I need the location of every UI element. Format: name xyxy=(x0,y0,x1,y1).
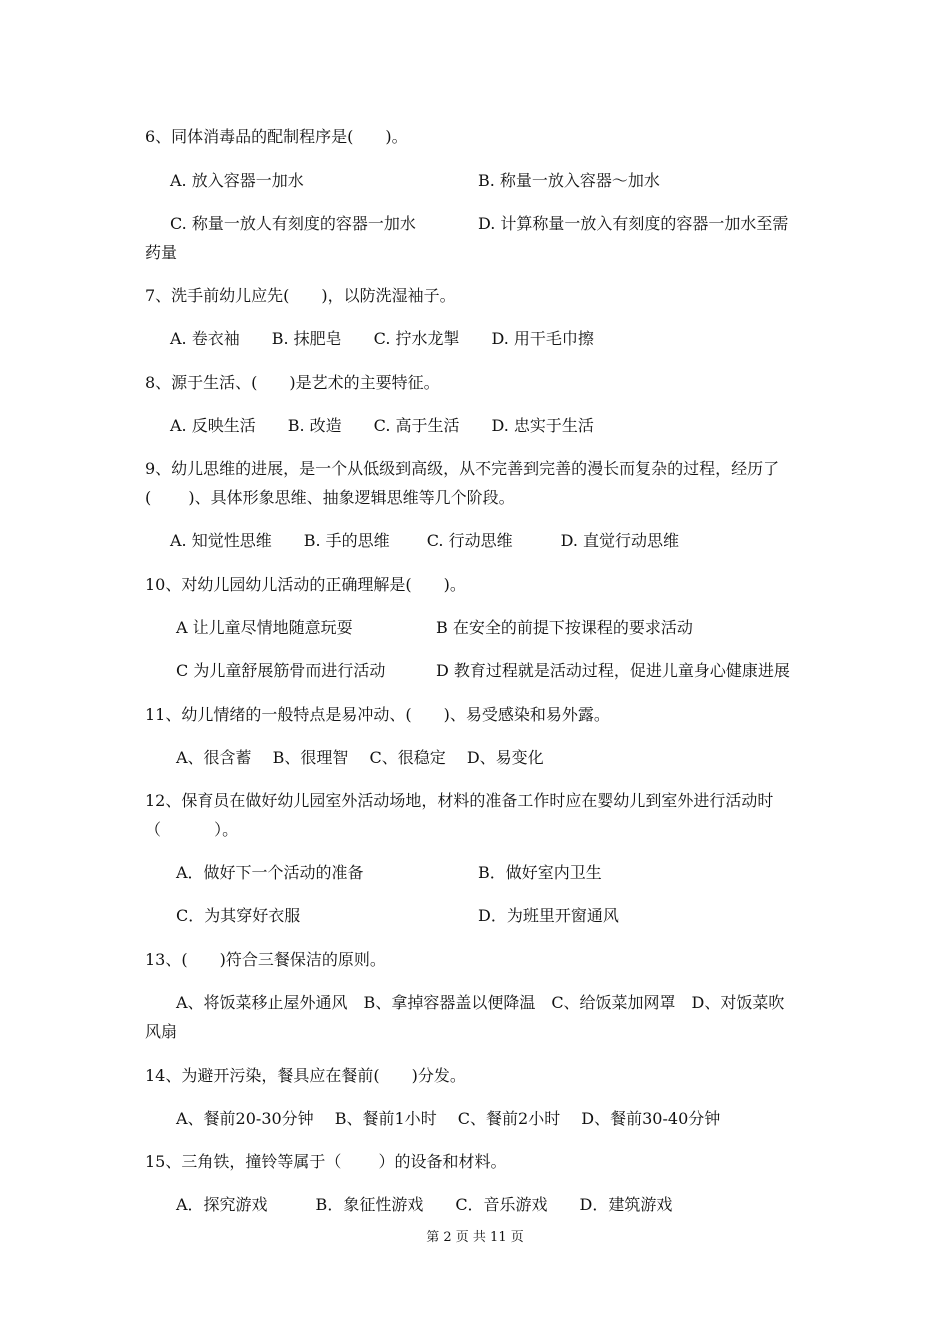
question-9-options: A. 知觉性思维 B. 手的思维 C. 行动思维 D. 直觉行动思维 xyxy=(170,531,680,550)
question-7-stem: 7、洗手前幼儿应先( )，以防洗湿袖子。 xyxy=(145,286,456,305)
question-14-options: A、餐前20-30分钟 B、餐前1小时 C、餐前2小时 D、餐前30-40分钟 xyxy=(176,1109,721,1128)
question-8-stem: 8、源于生活、( )是艺术的主要特征。 xyxy=(145,373,440,392)
question-9-stem-continued: ( )、具体形象思维、抽象逻辑思维等几个阶段。 xyxy=(145,488,515,507)
question-9-stem: 9、幼儿思维的进展，是一个从低级到高级，从不完善到完善的漫长而复杂的过程，经历了 xyxy=(145,459,780,478)
question-15-stem: 15、三角铁，撞铃等属于（ ）的设备和材料。 xyxy=(145,1152,507,1171)
question-8-options: A. 反映生活 B. 改造 C. 高于生活 D. 忠实于生活 xyxy=(170,416,594,435)
question-14-stem: 14、为避开污染，餐具应在餐前( )分发。 xyxy=(145,1066,466,1085)
question-10-option-d: D 教育过程就是活动过程，促进儿童身心健康进展 xyxy=(436,661,790,680)
question-10-option-b: B 在安全的前提下按课程的要求活动 xyxy=(436,618,693,637)
question-11-stem: 11、幼儿情绪的一般特点是易冲动、( )、易受感染和易外露。 xyxy=(145,705,610,724)
question-12-stem-continued: （ ）。 xyxy=(145,820,239,839)
question-6-option-d: D. 计算称量一放入有刻度的容器一加水至需 xyxy=(478,214,789,233)
question-10-option-a: A 让儿童尽情地随意玩耍 xyxy=(176,618,353,637)
question-12-option-d: D．为班里开窗通风 xyxy=(478,906,619,925)
question-12-option-c: C．为其穿好衣服 xyxy=(176,906,301,925)
question-6-option-a: A. 放入容器一加水 xyxy=(170,171,304,190)
question-6-option-c: C. 称量一放人有刻度的容器一加水 xyxy=(170,214,416,233)
question-12-option-a: A．做好下一个活动的准备 xyxy=(176,863,364,882)
page-number-footer: 第 2 页 共 11 页 xyxy=(426,1230,524,1245)
question-6-option-b: B. 称量一放入容器～加水 xyxy=(478,171,660,190)
question-7-options: A. 卷衣袖 B. 抹肥皂 C. 拧水龙掣 D. 用干毛巾擦 xyxy=(170,329,594,348)
question-13-stem: 13、( )符合三餐保洁的原则。 xyxy=(145,950,386,969)
question-13-options: A、将饭菜移止屋外通风 B、拿掉容器盖以便降温 C、给饭菜加网罩 D、对饭菜吹 xyxy=(176,993,785,1012)
question-12-option-b: B．做好室内卫生 xyxy=(478,863,602,882)
question-6-option-d-continued: 药量 xyxy=(145,243,178,262)
question-6-stem: 6、同体消毒品的配制程序是( )。 xyxy=(145,127,408,146)
question-11-options: A、很含蓄 B、很理智 C、很稳定 D、易变化 xyxy=(176,748,544,767)
question-12-stem: 12、保育员在做好幼儿园室外活动场地，材料的准备工作时应在婴幼儿到室外进行活动时 xyxy=(145,791,774,810)
question-13-options-continued: 风扇 xyxy=(145,1022,178,1041)
question-10-stem: 10、对幼儿园幼儿活动的正确理解是( )。 xyxy=(145,575,466,594)
question-15-options: A．探究游戏 B．象征性游戏 C．音乐游戏 D．建筑游戏 xyxy=(176,1195,673,1214)
question-10-option-c: C 为儿童舒展筋骨而进行活动 xyxy=(176,661,386,680)
